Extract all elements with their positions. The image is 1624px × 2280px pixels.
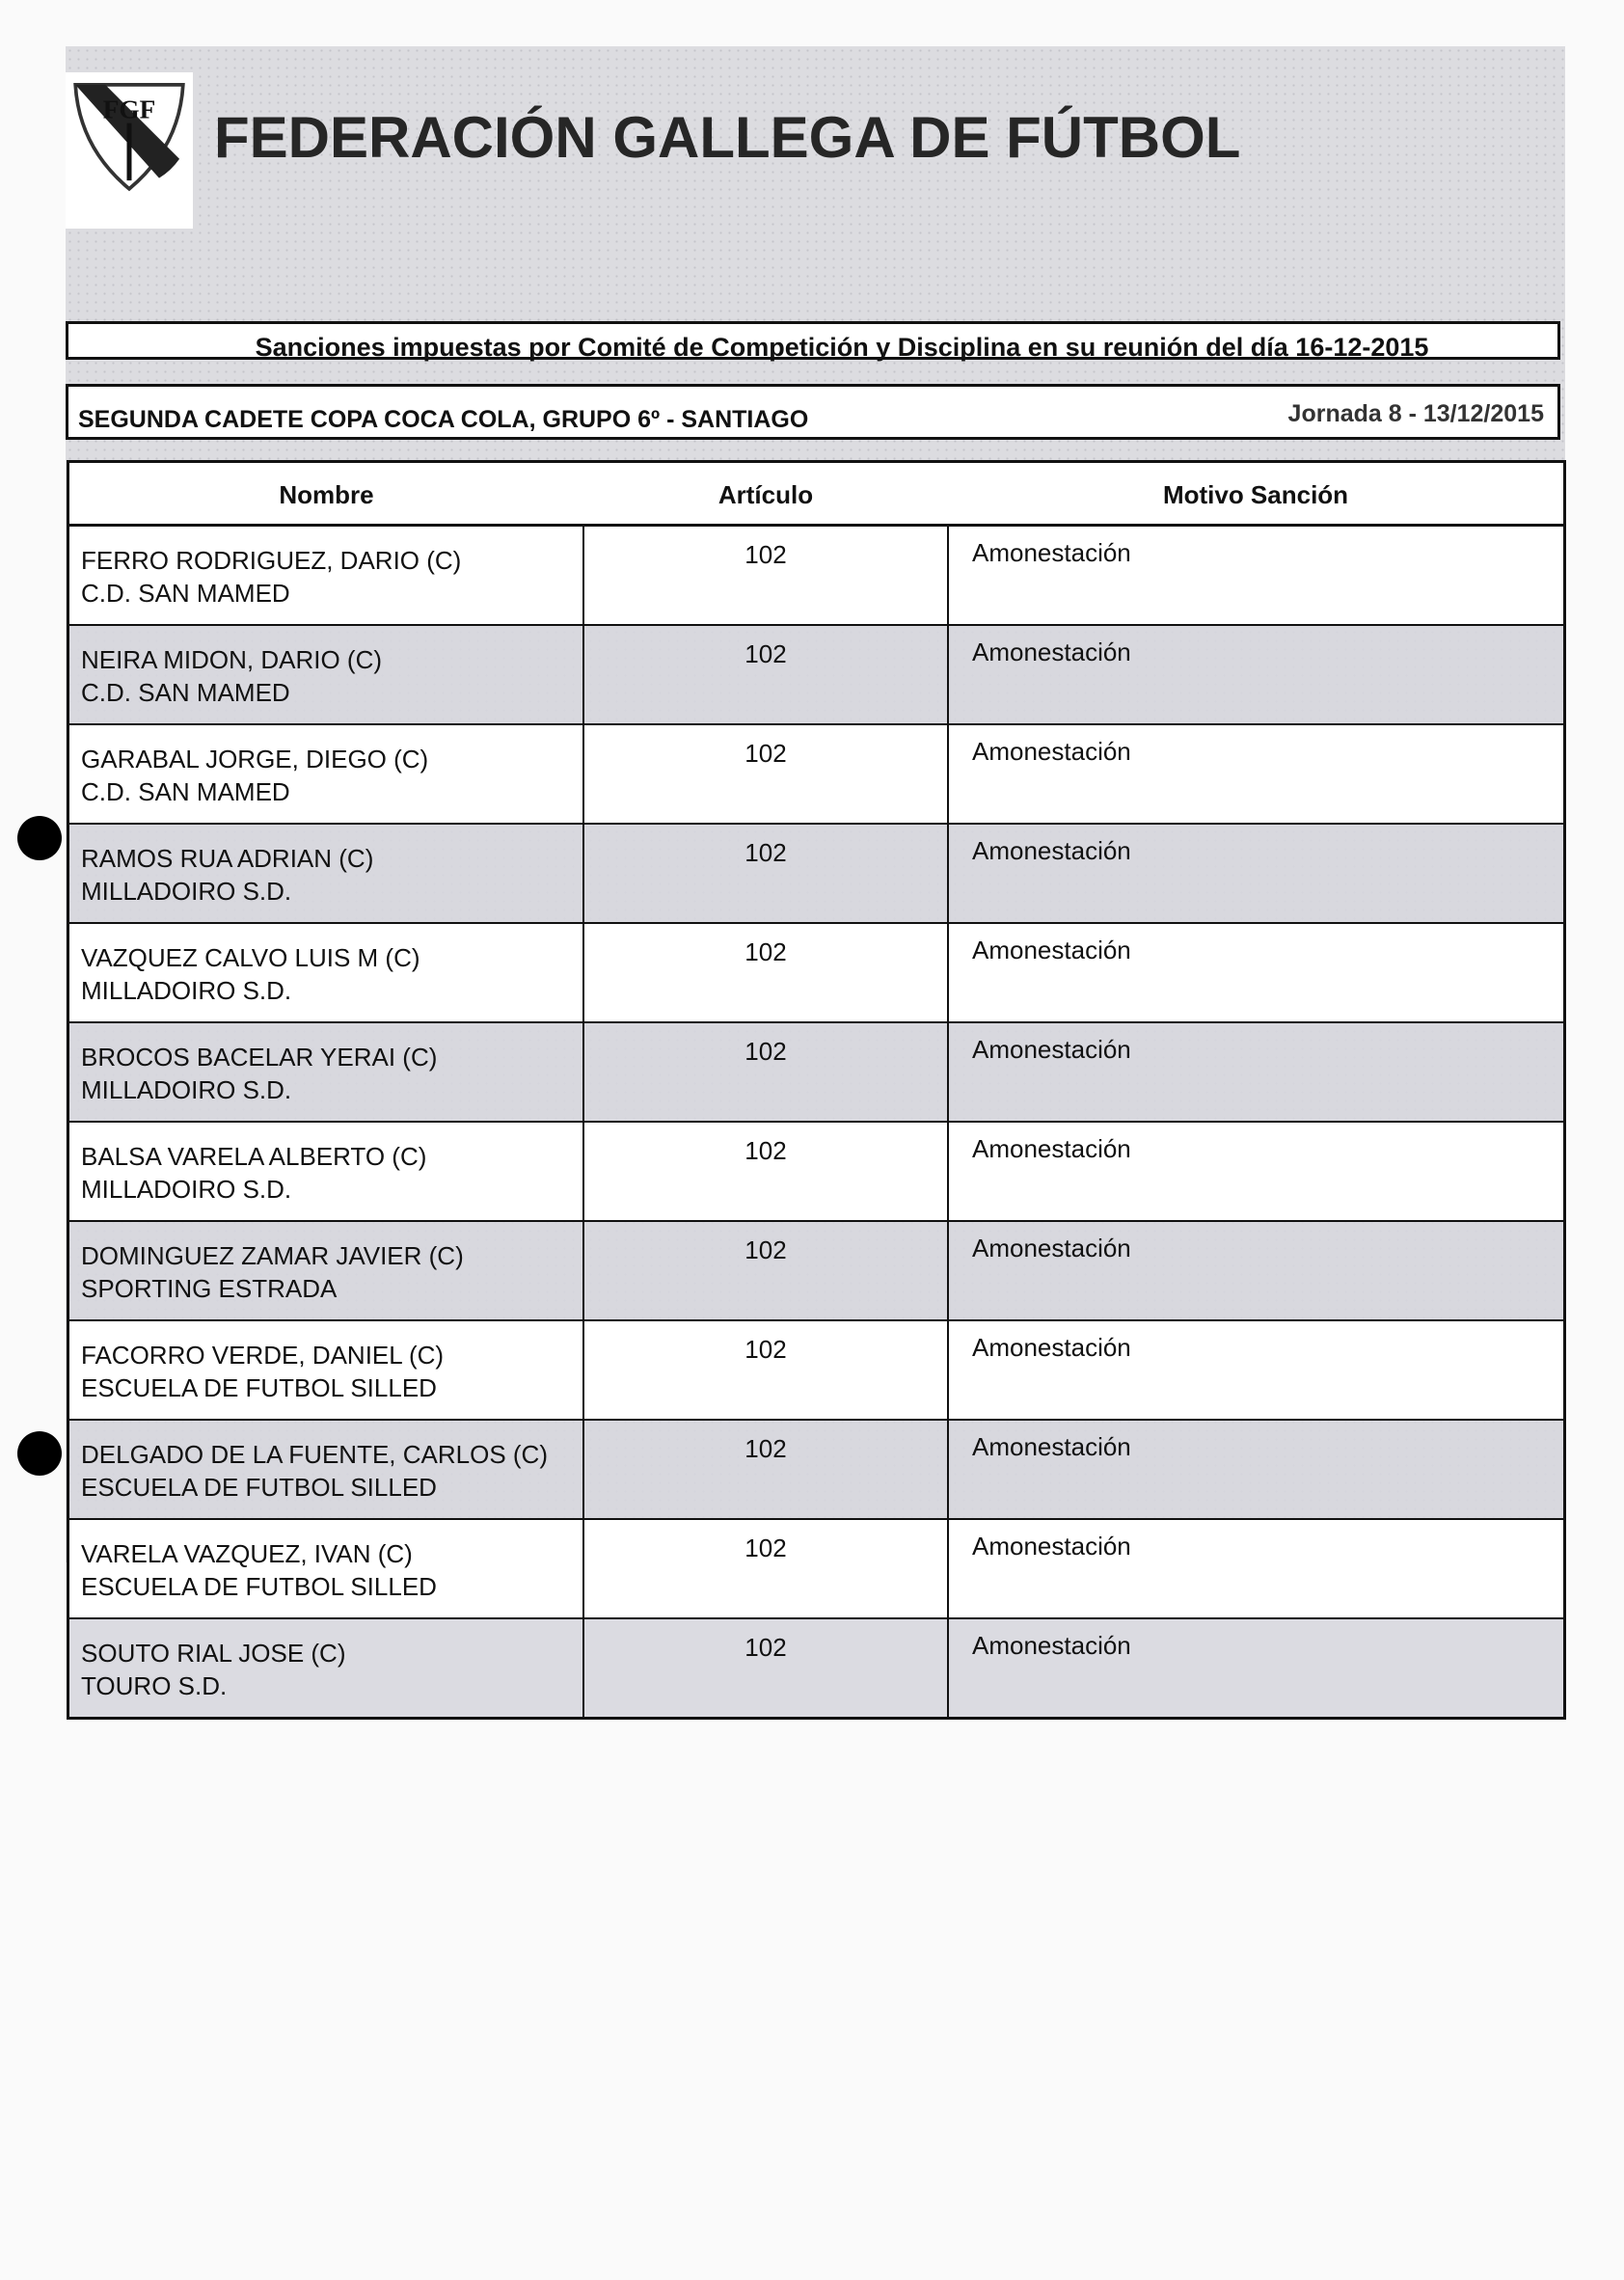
club-name: C.D. SAN MAMED: [81, 579, 290, 608]
table-row: [68, 824, 1565, 923]
player-name: RAMOS RUA ADRIAN (C): [81, 844, 374, 873]
sanctions-banner: [66, 321, 1560, 360]
club-name: TOURO S.D.: [81, 1671, 228, 1700]
table-row: [68, 724, 1565, 824]
redaction-dot: [17, 1431, 62, 1476]
club-name: ESCUELA DE FUTBOL SILLED: [81, 1572, 437, 1601]
article-cell: 102: [583, 1022, 948, 1122]
club-name: ESCUELA DE FUTBOL SILLED: [81, 1473, 437, 1502]
competition-name: SEGUNDA CADETE COPA COCA COLA, GRUPO 6º - SANTIAGO: [78, 406, 809, 433]
table-row: [68, 625, 1565, 724]
player-cell: [68, 1519, 584, 1618]
player-cell: [68, 526, 584, 626]
player-name: BROCOS BACELAR YERAI (C): [81, 1043, 438, 1072]
player-cell: [68, 724, 584, 824]
table-row: [68, 1122, 1565, 1221]
player-cell: [68, 1022, 584, 1122]
reason-cell: Amonestación: [948, 1221, 1565, 1320]
player-cell: [68, 1420, 584, 1519]
article-cell: 102: [583, 1221, 948, 1320]
club-name: MILLADOIRO S.D.: [81, 1175, 292, 1204]
sanctions-table: [67, 460, 1566, 1720]
player-name: NEIRA MIDON, DARIO (C): [81, 645, 383, 674]
table-row: [68, 1420, 1565, 1519]
player-name: VARELA VAZQUEZ, IVAN (C): [81, 1539, 413, 1568]
sanctions-banner-text: Sanciones impuestas por Comité de Competición y Disciplina en su reunión del día 16-12-2015: [255, 333, 1429, 362]
reason-cell: Amonestación: [948, 526, 1565, 626]
player-name: GARABAL JORGE, DIEGO (C): [81, 745, 429, 774]
player-name: FERRO RODRIGUEZ, DARIO (C): [81, 546, 462, 575]
player-cell: [68, 1221, 584, 1320]
player-cell: [68, 1618, 584, 1719]
article-cell: 102: [583, 1122, 948, 1221]
player-cell: [68, 824, 584, 923]
table-row: [68, 1618, 1565, 1719]
club-name: MILLADOIRO S.D.: [81, 976, 292, 1005]
club-name: MILLADOIRO S.D.: [81, 877, 292, 906]
club-name: MILLADOIRO S.D.: [81, 1075, 292, 1104]
player-cell: [68, 923, 584, 1022]
club-name: SPORTING ESTRADA: [81, 1274, 338, 1303]
reason-cell: Amonestación: [948, 1022, 1565, 1122]
reason-cell: Amonestación: [948, 724, 1565, 824]
header-motivo: Motivo Sanción: [948, 462, 1565, 526]
reason-cell: Amonestación: [948, 625, 1565, 724]
reason-cell: Amonestación: [948, 824, 1565, 923]
article-cell: 102: [583, 1320, 948, 1420]
player-name: DELGADO DE LA FUENTE, CARLOS (C): [81, 1440, 548, 1469]
player-name: DOMINGUEZ ZAMAR JAVIER (C): [81, 1241, 464, 1270]
reason-cell: Amonestación: [948, 923, 1565, 1022]
table-header-row: [68, 462, 1565, 526]
club-name: C.D. SAN MAMED: [81, 678, 290, 707]
page-title: FEDERACIÓN GALLEGA DE FÚTBOL: [214, 105, 1241, 170]
table-row: [68, 1221, 1565, 1320]
table-row: [68, 1519, 1565, 1618]
jornada-date: Jornada 8 - 13/12/2015: [1287, 400, 1544, 427]
table-row: [68, 1320, 1565, 1420]
reason-cell: Amonestación: [948, 1320, 1565, 1420]
article-cell: 102: [583, 724, 948, 824]
club-name: ESCUELA DE FUTBOL SILLED: [81, 1373, 437, 1402]
club-name: C.D. SAN MAMED: [81, 777, 290, 806]
federation-shield-logo: [69, 75, 189, 195]
article-cell: 102: [583, 824, 948, 923]
redaction-dot: [17, 816, 62, 860]
header-articulo: Artículo: [583, 462, 948, 526]
svg-text:FGF: FGF: [102, 95, 156, 124]
article-cell: 102: [583, 1618, 948, 1719]
table-row: [68, 1022, 1565, 1122]
reason-cell: Amonestación: [948, 1122, 1565, 1221]
article-cell: 102: [583, 1420, 948, 1519]
table-row: [68, 923, 1565, 1022]
table-row: [68, 526, 1565, 626]
player-cell: [68, 625, 584, 724]
article-cell: 102: [583, 526, 948, 626]
article-cell: 102: [583, 625, 948, 724]
reason-cell: Amonestación: [948, 1420, 1565, 1519]
article-cell: 102: [583, 923, 948, 1022]
competition-banner: [66, 384, 1560, 440]
reason-cell: Amonestación: [948, 1519, 1565, 1618]
player-name: FACORRO VERDE, DANIEL (C): [81, 1341, 445, 1370]
reason-cell: Amonestación: [948, 1618, 1565, 1719]
player-name: BALSA VARELA ALBERTO (C): [81, 1142, 427, 1171]
header-nombre: Nombre: [68, 462, 584, 526]
player-cell: [68, 1122, 584, 1221]
player-cell: [68, 1320, 584, 1420]
player-name: VAZQUEZ CALVO LUIS M (C): [81, 943, 420, 972]
player-name: SOUTO RIAL JOSE (C): [81, 1639, 346, 1668]
article-cell: 102: [583, 1519, 948, 1618]
